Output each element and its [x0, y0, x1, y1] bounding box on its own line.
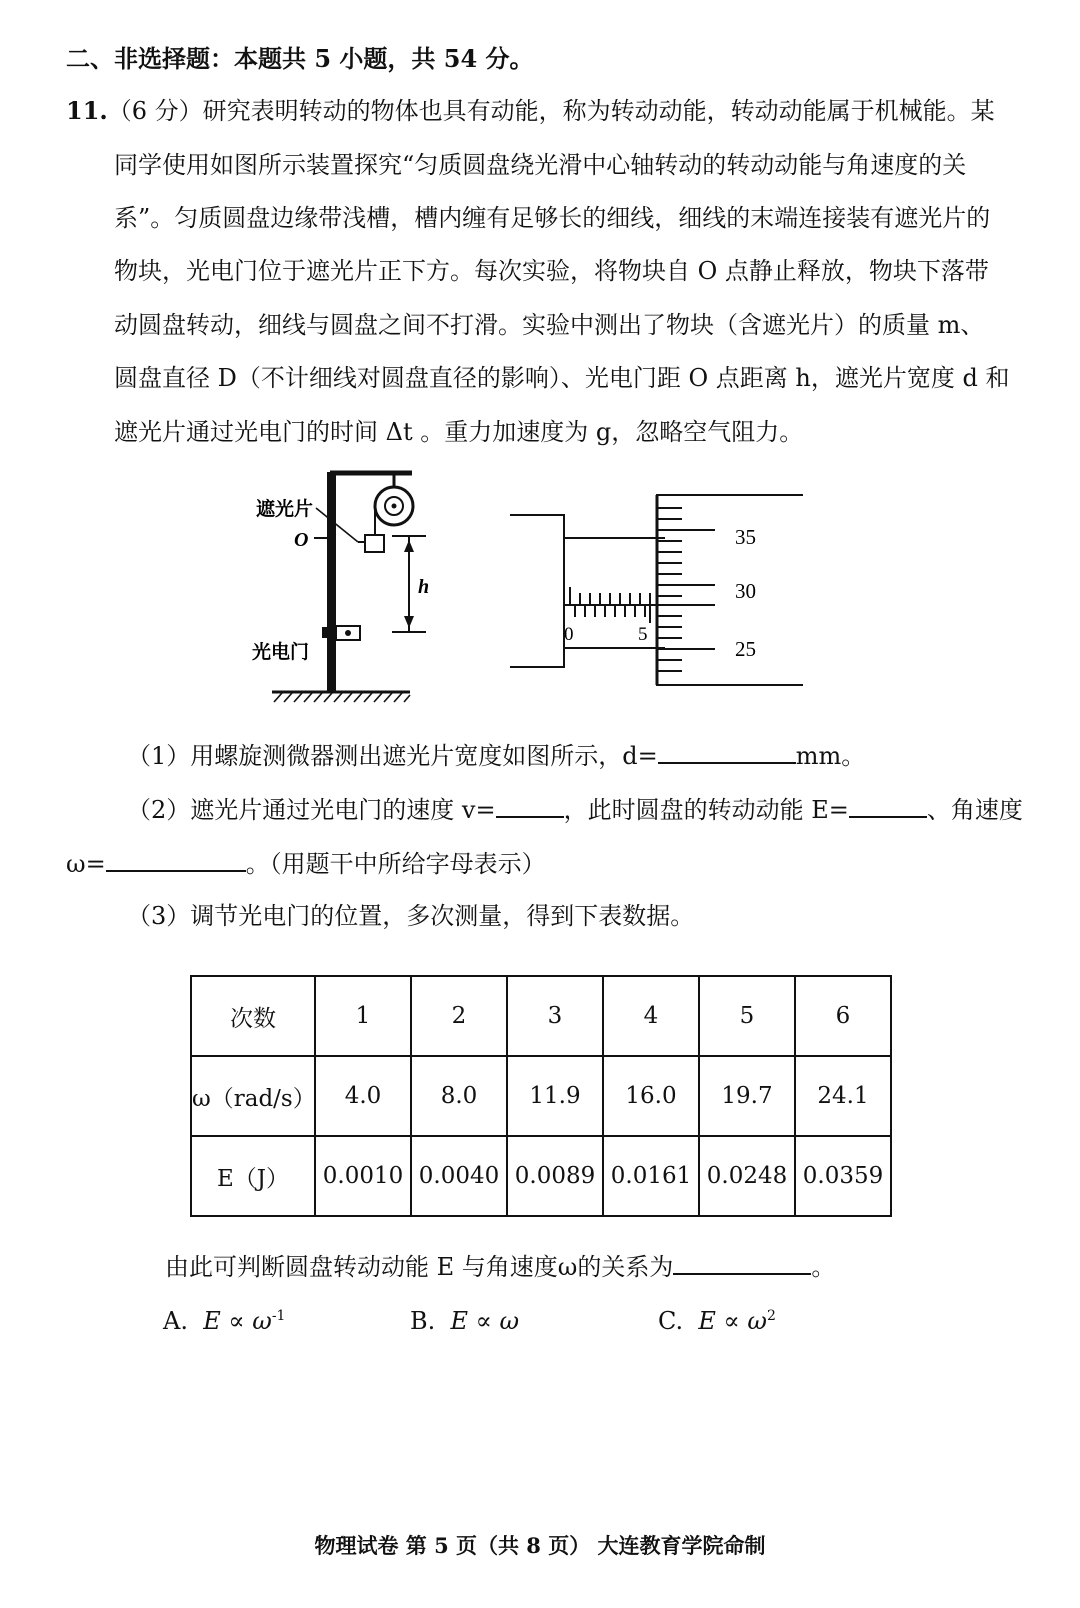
label-shield: 遮光片 — [256, 499, 314, 520]
table-cell: 6 — [795, 976, 891, 1056]
label-photogate: 光电门 — [252, 642, 310, 663]
table-cell: 4 — [603, 976, 699, 1056]
table-cell: 0.0010 — [315, 1136, 411, 1216]
page-footer: 物理试卷 第 5 页（共 8 页） 大连教育学院命制 — [314, 1533, 766, 1558]
table-cell: 0.0089 — [507, 1136, 603, 1216]
option-c[interactable] — [658, 1309, 776, 1333]
table-cell: 4.0 — [315, 1056, 411, 1136]
answer-blank-v[interactable] — [496, 796, 564, 818]
sub2-part3: 、角速度 — [926, 796, 1023, 824]
question-first-line — [66, 96, 995, 125]
question-score: （6 分） — [107, 97, 203, 125]
conclusion-suffix: 。 — [811, 1253, 836, 1281]
apparatus-figure — [250, 470, 450, 720]
question-line-7: 遮光片通过光电门的时间 Δt 。重力加速度为 g，忽略空气阻力。 — [114, 418, 804, 446]
table-cell: 8.0 — [411, 1056, 507, 1136]
sub-question-2 — [127, 796, 1023, 822]
table-cell: 3 — [507, 976, 603, 1056]
sub-question-1 — [127, 742, 865, 768]
sub1-suffix: mm。 — [795, 742, 866, 770]
table-cell: 16.0 — [603, 1056, 699, 1136]
sub2-suffix: 。（用题干中所给字母表示） — [245, 850, 546, 878]
answer-blank-relation[interactable] — [673, 1253, 811, 1275]
sub2-part1: （2）遮光片通过光电门的速度 v= — [127, 796, 496, 824]
table-cell: 2 — [411, 976, 507, 1056]
sleeve-label-5: 5 — [638, 624, 648, 645]
conclusion-prefix: 由此可判断圆盘转动动能 E 与角速度ω的关系为 — [165, 1253, 674, 1281]
table-cell: ω（rad/s） — [191, 1056, 315, 1136]
option-b-letter: B. — [410, 1307, 436, 1335]
sub1-prefix: （1）用螺旋测微器测出遮光片宽度如图所示，d= — [127, 742, 658, 770]
option-c-text: E ∝ ω — [698, 1307, 767, 1335]
option-b[interactable] — [410, 1309, 519, 1333]
sleeve-label-0: 0 — [564, 624, 574, 645]
table-cell: 24.1 — [795, 1056, 891, 1136]
table-cell: 5 — [699, 976, 795, 1056]
option-b-text: E ∝ ω — [450, 1307, 520, 1335]
answer-blank-omega[interactable] — [106, 850, 246, 872]
table-cell: 0.0359 — [795, 1136, 891, 1216]
question-number: 11. — [66, 96, 108, 125]
label-o: O — [294, 529, 309, 551]
thimble-label-35: 35 — [735, 525, 756, 549]
answer-blank-e[interactable] — [849, 796, 927, 818]
option-a[interactable] — [163, 1309, 285, 1333]
option-a-text: E ∝ ω — [203, 1307, 272, 1335]
sub-question-2-line2 — [66, 850, 546, 876]
table-row — [191, 1136, 891, 1216]
table-cell: E（J） — [191, 1136, 315, 1216]
table-cell: 19.7 — [699, 1056, 795, 1136]
micrometer-figure — [505, 490, 825, 705]
table-cell: 0.0040 — [411, 1136, 507, 1216]
option-a-letter: A. — [163, 1307, 188, 1335]
thimble-label-30: 30 — [735, 579, 756, 603]
thimble-label-25: 25 — [735, 637, 756, 661]
question-line-6: 圆盘直径 D（不计细线对圆盘直径的影响）、光电门距 O 点距离 h，遮光片宽度 d 和 — [114, 364, 1010, 392]
table-row — [191, 1056, 891, 1136]
question-line-2: 同学使用如图所示装置探究“匀质圆盘绕光滑中心轴转动的转动动能与角速度的关 — [114, 151, 967, 179]
sub2-part2: ，此时圆盘的转动动能 E= — [563, 796, 849, 824]
table-cell: 次数 — [191, 976, 315, 1056]
table-header-row — [191, 976, 891, 1056]
table-cell: 11.9 — [507, 1056, 603, 1136]
table-cell: 0.0161 — [603, 1136, 699, 1216]
label-h: h — [418, 576, 430, 598]
answer-blank-d[interactable] — [658, 742, 796, 764]
conclusion — [165, 1253, 835, 1279]
option-a-sup: -1 — [271, 1308, 286, 1324]
sub-question-3: （3）调节光电门的位置，多次测量，得到下表数据。 — [127, 902, 695, 930]
table-cell: 0.0248 — [699, 1136, 795, 1216]
option-c-sup: 2 — [767, 1308, 776, 1324]
question-line-5: 动圆盘转动，细线与圆盘之间不打滑。实验中测出了物块（含遮光片）的质量 m、 — [114, 311, 985, 339]
sub2-omega: ω= — [66, 850, 106, 878]
table-cell: 1 — [315, 976, 411, 1056]
data-table — [190, 975, 892, 1217]
question-line-1: 研究表明转动的物体也具有动能，称为转动动能，转动动能属于机械能。某 — [202, 97, 995, 125]
option-c-letter: C. — [658, 1307, 684, 1335]
question-line-3: 系”。匀质圆盘边缘带浅槽，槽内缠有足够长的细线，细线的末端连接装有遮光片的 — [114, 204, 991, 232]
question-line-4: 物块，光电门位于遮光片正下方。每次实验，将物块自 O 点静止释放，物块下落带 — [114, 257, 989, 285]
section-header: 二、非选择题：本题共 5 小题，共 54 分。 — [66, 44, 534, 73]
